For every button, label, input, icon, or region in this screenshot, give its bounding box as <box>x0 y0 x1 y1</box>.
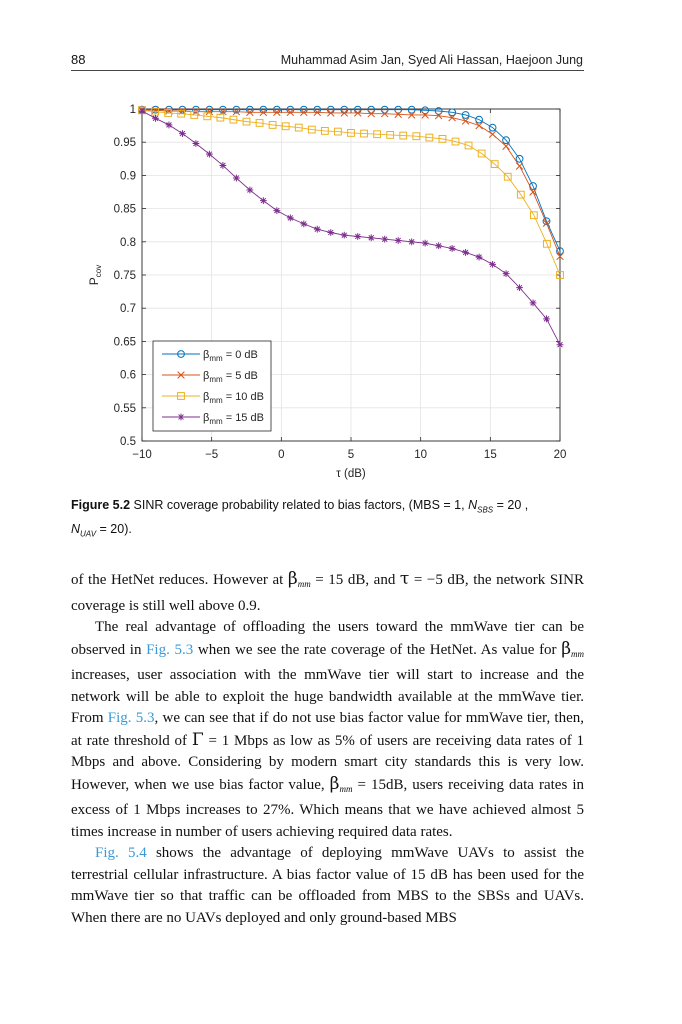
body-text <box>71 569 584 929</box>
data-point-star <box>381 236 388 243</box>
paragraph-3 <box>71 843 584 929</box>
data-point-star <box>341 232 348 239</box>
beta-subscript: mm <box>297 579 311 589</box>
page-number: 88 <box>71 52 86 67</box>
y-tick-label: 0.6 <box>120 369 136 382</box>
p1-text-c: = −5 dB, the network SINR coverage is still well above 0.9. <box>71 572 584 614</box>
gamma-symbol: Γ <box>191 729 204 750</box>
x-tick-label: 20 <box>553 449 567 461</box>
data-point-star <box>395 237 402 244</box>
y-tick-label: 0.85 <box>113 203 136 216</box>
caption-n-sbs-sub: SBS <box>477 505 494 515</box>
data-point-star <box>287 214 294 221</box>
x-tick-label: −10 <box>132 449 152 461</box>
x-tick-label: −5 <box>205 449 219 461</box>
beta-subscript: mm <box>339 783 353 794</box>
x-tick-label: 5 <box>347 449 355 461</box>
caption-label: Figure 5.2 <box>71 498 131 512</box>
data-point-star <box>166 122 173 129</box>
data-point-star <box>449 245 456 252</box>
p3-text-a: shows the advantage of deploying mmWave UAVs to assist the terrestrial cellular infrastructure. A bias factor value of 15 dB has been used for the mmWave tier so that traffic can be offloaded from MBS to the SBSs and UAVs. When there are no UAVs deployed and only ground-based MBS <box>71 845 585 926</box>
x-tick-label: 10 <box>414 449 428 461</box>
p2-text-b: when we see the rate coverage of the HetNet. As value for <box>197 641 557 658</box>
data-point-star <box>300 220 307 227</box>
y-tick-label: 0.5 <box>120 436 136 448</box>
x-tick-label: 0 <box>278 449 285 461</box>
data-point-star <box>206 151 213 158</box>
fig-5-3-link[interactable]: Fig. 5.3 <box>146 641 194 658</box>
figure-caption <box>71 496 591 543</box>
data-point-star <box>314 226 321 233</box>
legend-entry: $\beta_{mm} = 15$ dB <box>203 412 264 426</box>
x-tick-label: 15 <box>483 449 497 461</box>
y-tick-label: 0.75 <box>113 270 136 282</box>
caption-n-sbs: N <box>468 498 478 512</box>
data-point-star <box>489 261 496 268</box>
data-point-star <box>462 249 469 256</box>
data-point-star <box>260 197 267 204</box>
p1-text-b: = 15 dB, and <box>310 572 396 588</box>
caption-n-sbs-value: = 20 , <box>493 498 529 512</box>
y-axis-label: $P_{cov}$ <box>87 264 103 286</box>
legend-entry: $\beta_{mm} = 0$ dB <box>203 349 258 363</box>
tau-symbol: τ <box>399 569 410 589</box>
x-axis-label: τ (dB) <box>336 468 366 480</box>
fig-5-4-link[interactable]: Fig. 5.4 <box>95 845 147 861</box>
y-tick-label: 1 <box>129 104 136 116</box>
running-head-authors: Muhammad Asim Jan, Syed Ali Hassan, Haejoon Jung <box>280 53 583 67</box>
data-point-star <box>233 175 240 182</box>
data-point-star <box>273 207 280 214</box>
legend-entry: $\beta_{mm} = 5$ dB <box>203 370 258 384</box>
data-point-star <box>476 254 483 261</box>
y-tick-label: 0.9 <box>120 170 136 183</box>
data-point-star <box>530 299 537 306</box>
p2-text-c: increases, user association with the mmWave tier will start to increase and the network will be able to exploit the huge bandwidth available at the mmWave tier. From <box>71 667 584 726</box>
beta-subscript: mm <box>571 648 585 659</box>
data-point-star <box>327 229 334 236</box>
data-point-star <box>193 140 200 147</box>
data-point-star <box>422 240 429 247</box>
data-point-star <box>435 242 442 249</box>
beta-symbol: β <box>329 773 340 794</box>
p2-text-a: The real advantage of offloading the users toward the mmWave tier can be observed in <box>71 619 584 658</box>
caption-n-uav: N <box>71 521 81 536</box>
legend-marker-star <box>178 414 185 421</box>
beta-symbol: β <box>561 638 572 659</box>
data-point-star <box>246 187 253 194</box>
legend-entry: $\beta_{mm} = 10$ dB <box>203 391 264 405</box>
data-point-star <box>179 130 186 137</box>
data-point-star <box>557 341 564 348</box>
p2-text-e: = 1 Mbps as low as 5% of users are receiving data rates of 1 Mbps and above. Considering by modern smart city standards this is very low. However, when we use bias factor value, <box>71 732 585 793</box>
data-point-star <box>503 270 510 277</box>
data-point-star <box>354 233 361 240</box>
paragraph-2 <box>71 617 584 843</box>
data-point-star <box>516 284 523 291</box>
data-point-star <box>152 115 159 122</box>
data-point-star <box>408 238 415 245</box>
y-tick-label: 0.55 <box>113 402 136 415</box>
p1-text-a: of the HetNet reduces. However at <box>71 572 284 588</box>
y-tick-label: 0.7 <box>120 303 136 316</box>
beta-symbol: β <box>287 569 298 589</box>
caption-n-uav-value: = 20). <box>96 521 132 536</box>
p2-text-d: , we can see that if do not use bias factor value for mmWave tier, then, at rate threshold of <box>71 710 584 749</box>
data-point-star <box>543 315 550 322</box>
fig-5-3-link-2[interactable]: Fig. 5.3 <box>107 710 155 726</box>
caption-text: SINR coverage probability related to bias factors, (MBS = 1, <box>133 498 465 512</box>
data-point-star <box>139 108 146 115</box>
y-tick-label: 0.8 <box>120 236 136 249</box>
coverage-probability-chart <box>0 0 682 480</box>
data-point-star <box>220 162 227 169</box>
y-tick-label: 0.95 <box>113 137 136 150</box>
caption-n-uav-sub: UAV <box>80 529 97 538</box>
y-tick-label: 0.65 <box>113 336 136 349</box>
paragraph-1 <box>71 569 584 617</box>
p2-text-f: = 15dB, users receiving data rates in excess of 1 Mbps increases to 27%. Which means that we have achieved almost 5 times increase in number of users achieving required data rates. <box>71 776 584 840</box>
data-point-star <box>368 234 375 241</box>
